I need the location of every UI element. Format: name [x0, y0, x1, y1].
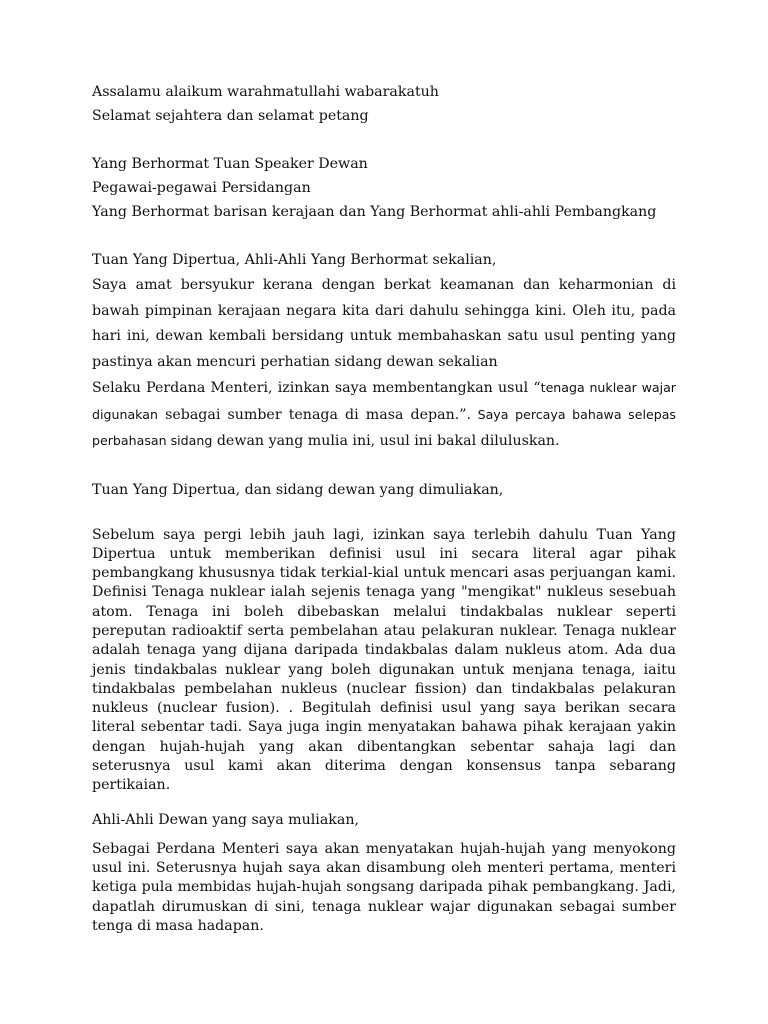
- greeting-line-1: Assalamu alaikum warahmatullahi wabarakatuh: [92, 84, 439, 100]
- motion-intro-text: Selaku Perdana Menteri, izinkan saya membentangkan usul “: [92, 380, 541, 396]
- section1-paragraph-motion: [92, 375, 676, 455]
- section3-salutation: Ahli-Ahli Dewan yang saya muliakan,: [92, 811, 359, 828]
- section2-salutation: Tuan Yang Dipertua, dan sidang dewan yang dimuliakan,: [92, 481, 504, 498]
- address-line-speaker: Yang Berhormat Tuan Speaker Dewan: [92, 156, 368, 172]
- section1-paragraph-gratitude: Saya amat bersyukur kerana dengan berkat keamanan dan keharmonian di bawah pimpinan kerajaan negara kita dari dahulu sehingga kini. Oleh itu, pada hari ini, dewan kembali bersidang untuk membahaskan satu usul penting yang pastinya akan mencuri perhatian sidang dewan sekalian: [92, 277, 676, 370]
- motion-closing-text: dewan yang mulia ini, usul ini bakal diluluskan.: [212, 433, 560, 449]
- section3-paragraph-arguments: Sebagai Perdana Menteri saya akan menyatakan hujah-hujah yang menyokong usul ini. Seterusnya hujah saya akan disambung oleh menteri pertama, menteri ketiga pula membidas hujah-hujah songsang daripada pihak pembangkang. Jadi, dapatlah dirumuskan di sini, tenaga nuklear wajar digunakan sebagai sumber tenga di masa hadapan.: [92, 840, 676, 934]
- motion-continuation-text: sebagai sumber tenaga di masa depan.”.: [157, 406, 471, 423]
- address-line-members: Yang Berhormat barisan kerajaan dan Yang Berhormat ahli-ahli Pembangkang: [92, 204, 657, 220]
- greeting-line-2: Selamat sejahtera dan selamat petang: [92, 108, 369, 124]
- motion-belief-text: Saya percaya bahawa selepas perbahasan sidang: [92, 406, 676, 448]
- section2-paragraph-definition: Sebelum saya pergi lebih jauh lagi, izinkan saya terlebih dahulu Tuan Yang Dipertua untuk memberikan definisi usul ini secara literal agar pihak pembangkang khususnya tidak terkial-kial untuk mencari asas perjuangan kami. Definisi Tenaga nuklear ialah sejenis tenaga yang "mengikat" nukleus sesebuah atom. Tenaga ini boleh dibebaskan melalui tindakbalas nuklear seperti pereputan radioaktif serta pembelahan atau pelakuran nuklear. Tenaga nuklear adalah tenaga yang dijana daripada tindakbalas dalam nukleus atom. Ada dua jenis tindakbalas nuklear yang boleh digunakan untuk menjana tenaga, iaitu tindakbalas pembelahan nukleus (nuclear fission) dan tindakbalas pelakuran nukleus (nuclear fusion). . Begitulah definisi usul yang saya berikan secara literal sebentar tadi. Saya juga ingin menyatakan bahawa pihak kerajaan yakin dengan hujah-hujah yang akan dibentangkan sebentar sahaja lagi dan seterusnya usul kami akan diterima dengan konsensus tanpa sebarang pertikaian.: [92, 526, 676, 794]
- motion-title-text: tenaga nuklear wajar digunakan: [92, 380, 676, 422]
- section1-salutation: Tuan Yang Dipertua, Ahli-Ahli Yang Berhormat sekalian,: [92, 252, 497, 268]
- document-page: [92, 80, 676, 936]
- address-line-officers: Pegawai-pegawai Persidangan: [92, 180, 311, 196]
